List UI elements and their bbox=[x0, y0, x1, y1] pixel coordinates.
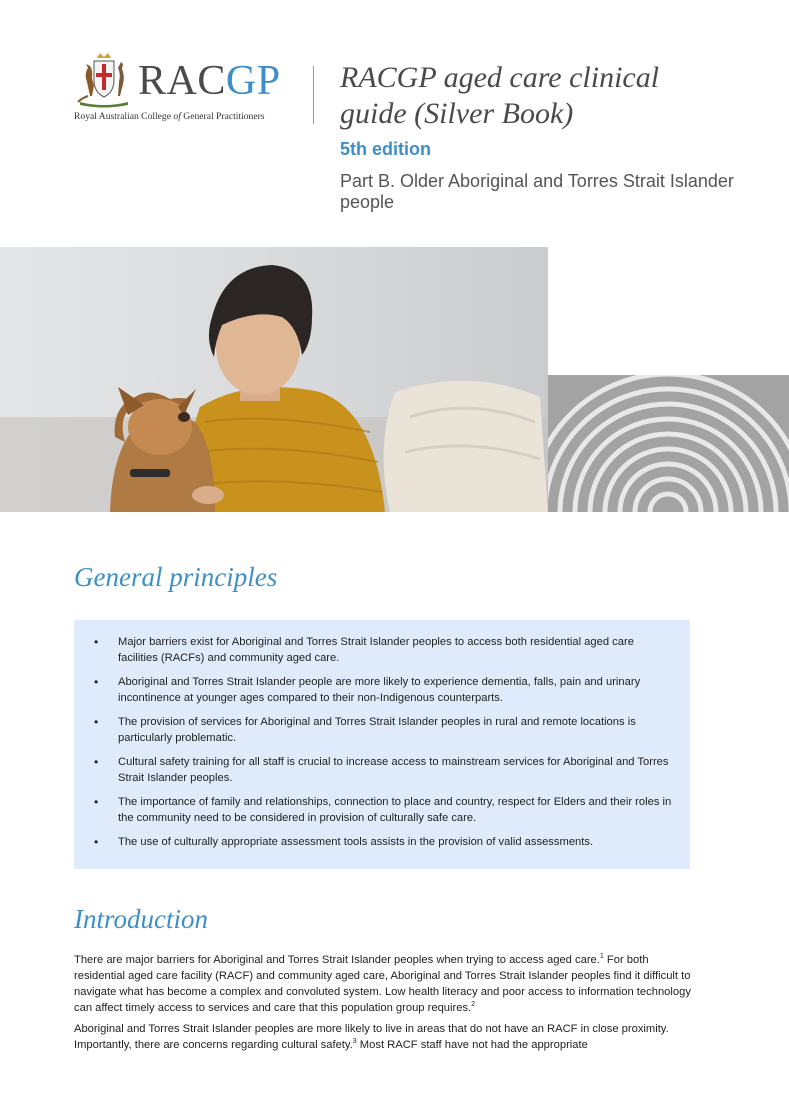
document-title-line2: guide (Silver Book) bbox=[340, 97, 574, 130]
general-principles-box bbox=[74, 620, 690, 869]
logo-subtitle-a: Royal Australian College bbox=[74, 111, 171, 122]
logo-rac: RAC bbox=[138, 58, 226, 104]
list-item: • Aboriginal and Torres Strait Islander people are more likely to experience dementia, falls, pain and urinary incontinence at younger ages compared to their non-Indigenous counterparts. bbox=[118, 674, 674, 706]
intro-p1-text-b: For both residential aged care facility (RACF) and community aged care, Aboriginal and Torres Strait Islander peoples find it difficult to navigate what has become a complex and convoluted system. Low health literacy and poor access to information technology can affect timely access to services and care that this population group requires. bbox=[74, 954, 691, 1014]
introduction-heading: Introduction bbox=[74, 904, 208, 934]
logo-subtitle bbox=[74, 111, 265, 122]
introduction-paragraph-2 bbox=[74, 1021, 698, 1053]
document-title-line1: RACGP aged care clinical bbox=[340, 61, 660, 94]
general-principles-list bbox=[74, 620, 690, 850]
list-item: • Major barriers exist for Aboriginal and Torres Strait Islander peoples to access both residential aged care facilities (RACFs) and community aged care. bbox=[118, 634, 674, 666]
hero-image bbox=[0, 247, 789, 512]
introduction-paragraph-1 bbox=[74, 952, 698, 1016]
citation-ref: 2 bbox=[471, 1001, 476, 1008]
edition-label: 5th edition bbox=[340, 139, 431, 159]
citation-ref: 3 bbox=[352, 1038, 357, 1045]
intro-p2-text-b: Most RACF staff have not had the appropriate bbox=[356, 1039, 588, 1051]
panel-white bbox=[548, 247, 789, 375]
intro-p2-text-a: Aboriginal and Torres Strait Islander peoples are more likely to live in areas that do not have an RACF in close proximity. Importantly, there are concerns regarding cultural safety. bbox=[74, 1023, 669, 1051]
list-item: • The provision of services for Aboriginal and Torres Strait Islander peoples in rural and remote locations is particularly problematic. bbox=[118, 714, 674, 746]
general-principles-heading: General principles bbox=[74, 562, 278, 592]
logo-subtitle-b: General Practitioners bbox=[183, 111, 265, 122]
document-title bbox=[340, 60, 760, 132]
logo-gp: GP bbox=[225, 58, 281, 104]
part-subtitle: Part B. Older Aboriginal and Torres Strait Islander people bbox=[340, 171, 734, 212]
logo-subtitle-of: of bbox=[173, 111, 181, 122]
citation-ref: 1 bbox=[599, 953, 604, 960]
list-item: • The use of culturally appropriate assessment tools assists in the provision of valid assessments. bbox=[118, 834, 674, 850]
intro-p1-text-a: There are major barriers for Aboriginal and Torres Strait Islander peoples when trying to access aged care. bbox=[74, 954, 600, 966]
list-item: • Cultural safety training for all staff is crucial to increase access to mainstream services for Aboriginal and Torres Strait Islander peoples. bbox=[118, 754, 674, 786]
racgp-crest-logo bbox=[74, 52, 134, 108]
list-item: • The importance of family and relationships, connection to place and country, respect for Elders and their roles in the community need to be considered in provision of culturally safe care. bbox=[118, 794, 674, 826]
racgp-wordmark bbox=[138, 58, 281, 104]
header-divider bbox=[313, 66, 314, 124]
